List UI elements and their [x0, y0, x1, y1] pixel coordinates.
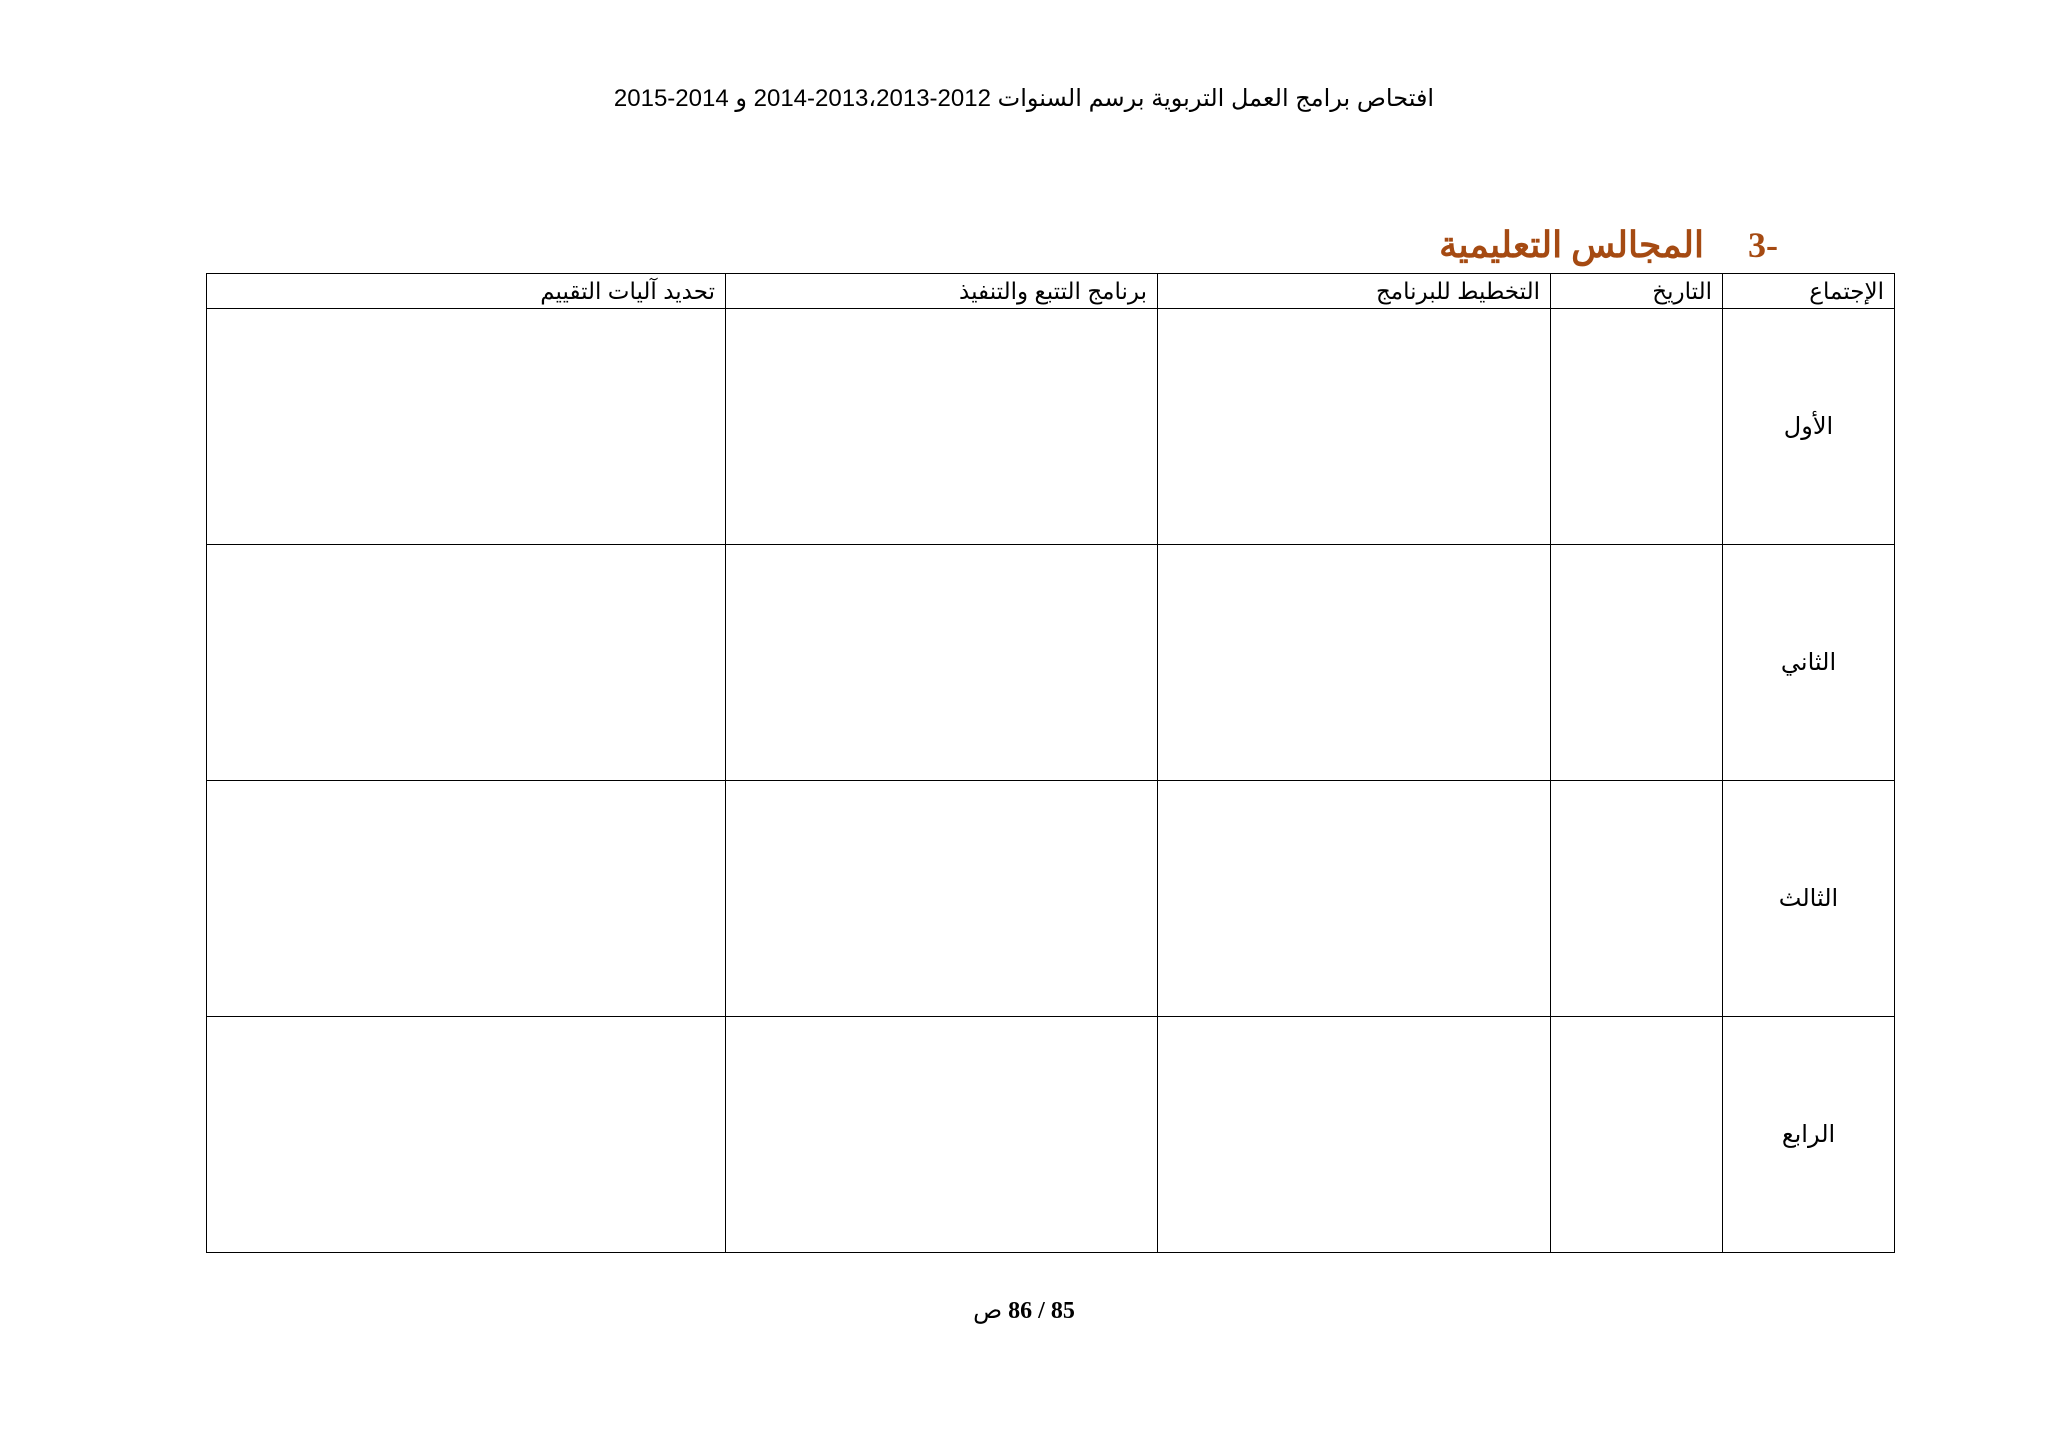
section-title: المجالس التعليمية	[1439, 225, 1704, 265]
date-cell	[1551, 781, 1723, 1017]
table-row	[207, 1017, 1895, 1253]
planning-cell	[1158, 309, 1551, 545]
column-header-planning: التخطيط للبرنامج	[1158, 274, 1551, 309]
evaluation-cell	[207, 545, 726, 781]
followup-cell	[726, 545, 1158, 781]
column-header-followup: برنامج التتبع والتنفيذ	[726, 274, 1158, 309]
planning-cell	[1158, 545, 1551, 781]
planning-cell	[1158, 1017, 1551, 1253]
meeting-cell: الثالث	[1723, 781, 1895, 1017]
evaluation-cell	[207, 309, 726, 545]
followup-cell	[726, 781, 1158, 1017]
section-heading	[1439, 224, 1778, 266]
planning-cell	[1158, 781, 1551, 1017]
meeting-cell: الثاني	[1723, 545, 1895, 781]
column-header-date: التاريخ	[1551, 274, 1723, 309]
meeting-cell: الأول	[1723, 309, 1895, 545]
page-total: 86	[1008, 1298, 1033, 1324]
date-cell	[1551, 309, 1723, 545]
evaluation-cell	[207, 781, 726, 1017]
evaluation-cell	[207, 1017, 726, 1253]
page-suffix: ص	[973, 1298, 1003, 1324]
column-header-evaluation: تحديد آليات التقييم	[207, 274, 726, 309]
table-row	[207, 545, 1895, 781]
date-cell	[1551, 545, 1723, 781]
page-header: افتحاص برامج العمل التربوية برسم السنوات 2012-2013،2013-2014 و 2014-2015	[613, 85, 1435, 112]
councils-table	[206, 273, 1895, 1253]
page-separator: /	[1038, 1298, 1045, 1324]
section-number: -3	[1748, 225, 1778, 265]
date-cell	[1551, 1017, 1723, 1253]
table-header-row	[207, 274, 1895, 309]
page-footer	[0, 1296, 2048, 1325]
meeting-cell: الرابع	[1723, 1017, 1895, 1253]
followup-cell	[726, 1017, 1158, 1253]
page-current: 85	[1050, 1298, 1075, 1324]
table-row	[207, 309, 1895, 545]
table-row	[207, 781, 1895, 1017]
column-header-meeting: الإجتماع	[1723, 274, 1895, 309]
followup-cell	[726, 309, 1158, 545]
